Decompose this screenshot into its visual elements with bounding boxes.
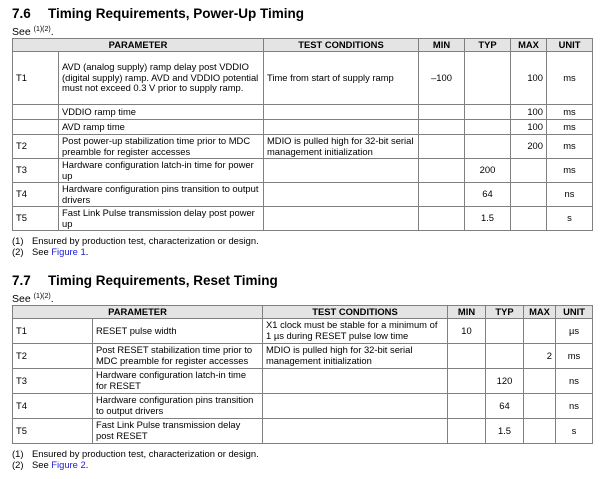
figure-1-link[interactable]: Figure 1 [51,246,86,257]
see-label: See [12,293,31,305]
header-typ: TYP [465,39,511,52]
row-typ [465,52,511,105]
row-typ [465,135,511,159]
row-unit: ns [556,394,593,419]
row-test-conditions [263,394,448,419]
section-reset-timing [12,272,592,470]
header-unit: UNIT [547,39,593,52]
table-row [13,105,593,120]
row-max [511,159,547,183]
table-row [13,369,593,394]
row-parameter: Fast Link Pulse transmission delay post RESET [93,419,263,444]
row-typ: 64 [465,183,511,207]
row-test-conditions [264,120,419,135]
section-number: 7.7 [12,273,31,288]
row-id [13,120,59,135]
row-id: T2 [13,135,59,159]
footnotes [12,448,592,470]
row-unit: ns [556,369,593,394]
power-up-timing-table [12,38,593,231]
row-min [419,120,465,135]
row-parameter: RESET pulse width [93,319,263,344]
row-unit: ms [547,135,593,159]
row-test-conditions: MDIO is pulled high for 32-bit serial management initialization [264,135,419,159]
header-max: MAX [511,39,547,52]
row-parameter: Fast Link Pulse transmission delay post power up [59,207,264,231]
footnotes [12,235,592,257]
row-parameter: Hardware configuration pins transition to output drivers [93,394,263,419]
row-min [448,344,486,369]
row-max: 200 [511,135,547,159]
row-min [419,207,465,231]
row-typ [486,319,524,344]
header-max: MAX [524,306,556,319]
row-parameter: AVD ramp time [59,120,264,135]
row-min [448,369,486,394]
row-typ: 64 [486,394,524,419]
section-power-up-timing [12,5,592,257]
row-min [419,183,465,207]
row-max [511,207,547,231]
row-typ: 200 [465,159,511,183]
row-id: T1 [13,52,59,105]
table-header-row [13,39,593,52]
table-row [13,52,593,105]
row-parameter: Hardware configuration latch-in time for power up [59,159,264,183]
header-test-conditions: TEST CONDITIONS [263,306,448,319]
row-unit: ms [547,120,593,135]
table-row [13,159,593,183]
footnote-suffix: . [85,459,89,470]
row-unit: ms [547,52,593,105]
row-typ: 120 [486,369,524,394]
header-typ: TYP [486,306,524,319]
footnote-mark: (1) [12,448,24,459]
table-row [13,419,593,444]
row-parameter: Post RESET stabilization time prior to MDC preamble for register accesses [93,344,263,369]
see-label: See [12,26,31,38]
table-row [13,120,593,135]
footnote-mark: (1) [12,235,24,246]
section-title [12,5,592,22]
row-unit: s [556,419,593,444]
row-max: 2 [524,344,556,369]
row-min [419,135,465,159]
row-typ: 1.5 [486,419,524,444]
row-min [419,159,465,183]
see-reference [12,290,592,304]
table-row [13,183,593,207]
row-min [419,105,465,120]
footnote-refs: (1)(2) [33,26,51,33]
footnote-text: See [32,246,52,257]
row-test-conditions: Time from start of supply ramp [264,52,419,105]
row-min [448,419,486,444]
see-suffix: . [50,293,54,305]
footnote-text: Ensured by production test, characterization or design. [32,235,259,246]
table-row [13,319,593,344]
header-unit: UNIT [556,306,593,319]
table-row [13,207,593,231]
section-title-text: Timing Requirements, Power-Up Timing [48,6,305,21]
row-test-conditions [263,369,448,394]
row-typ [465,105,511,120]
row-unit: ms [556,344,593,369]
row-parameter: AVD (analog supply) ramp delay post VDDIO (digital supply) ramp. AVD and VDDIO potential must not exceed 0.3 V prior to supply ramp. [59,52,264,105]
footnote-refs: (1)(2) [33,293,51,300]
header-parameter: PARAMETER [13,39,264,52]
table-row [13,394,593,419]
row-min [448,394,486,419]
row-test-conditions [263,419,448,444]
see-suffix: . [50,26,54,38]
row-parameter: Hardware configuration pins transition to output drivers [59,183,264,207]
see-reference [12,23,592,37]
row-unit: ms [547,105,593,120]
header-min: MIN [419,39,465,52]
footnote [12,235,592,246]
row-test-conditions [264,105,419,120]
reset-timing-table [12,305,593,444]
row-min: 10 [448,319,486,344]
footnote-text: Ensured by production test, characterization or design. [32,448,259,459]
row-max [524,369,556,394]
footnote [12,448,592,459]
row-unit: ms [547,159,593,183]
header-test-conditions: TEST CONDITIONS [264,39,419,52]
row-min: –100 [419,52,465,105]
table-header-row [13,306,593,319]
row-id: T1 [13,319,93,344]
row-id: T4 [13,394,93,419]
header-min: MIN [448,306,486,319]
row-typ [465,120,511,135]
figure-2-link[interactable]: Figure 2 [51,459,86,470]
footnote-mark: (2) [12,459,24,470]
row-id: T5 [13,207,59,231]
row-id [13,105,59,120]
row-id: T3 [13,369,93,394]
header-parameter: PARAMETER [13,306,263,319]
row-test-conditions [264,159,419,183]
row-max [524,419,556,444]
row-unit: µs [556,319,593,344]
row-test-conditions: MDIO is pulled high for 32-bit serial management initialization [263,344,448,369]
section-number: 7.6 [12,6,31,21]
row-unit: s [547,207,593,231]
footnote [12,459,592,470]
row-test-conditions [264,183,419,207]
table-row [13,135,593,159]
row-parameter: VDDIO ramp time [59,105,264,120]
row-test-conditions [264,207,419,231]
row-test-conditions: X1 clock must be stable for a minimum of 1 µs during RESET pulse low time [263,319,448,344]
row-id: T3 [13,159,59,183]
row-max: 100 [511,120,547,135]
row-typ: 1.5 [465,207,511,231]
section-title-text: Timing Requirements, Reset Timing [48,273,278,288]
row-id: T4 [13,183,59,207]
table-row [13,344,593,369]
row-max: 100 [511,105,547,120]
row-id: T2 [13,344,93,369]
row-parameter: Hardware configuration latch-in time for RESET [93,369,263,394]
footnote [12,246,592,257]
section-title [12,272,592,289]
footnote-text: See [32,459,52,470]
footnote-mark: (2) [12,246,24,257]
row-id: T5 [13,419,93,444]
row-typ [486,344,524,369]
row-parameter: Post power-up stabilization time prior to MDC preamble for register accesses [59,135,264,159]
row-max [524,394,556,419]
footnote-suffix: . [85,246,89,257]
row-unit: ns [547,183,593,207]
row-max [511,183,547,207]
row-max: 100 [511,52,547,105]
row-max [524,319,556,344]
